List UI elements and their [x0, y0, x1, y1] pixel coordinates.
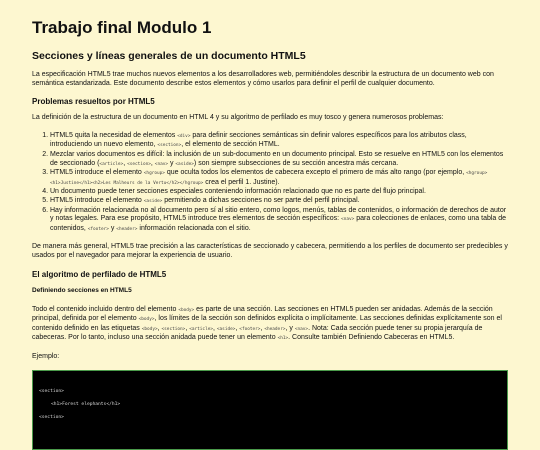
code-inline: <body> [178, 307, 195, 313]
code-inline: <section> [161, 326, 186, 332]
problems-outro: De manera más general, HTML5 trae precisión a las características de seccionado y cabecera, permitiendo a los perfiles de documento ser predecibles y usados por el navegador para mejorar la experiencia de usuario. [32, 243, 508, 259]
problems-intro: La definición de la estructura de un documento en HTML 4 y su algoritmo de perfilado es muy tosco y genera numerosos problemas: [32, 114, 444, 122]
code-inline: <header> [264, 326, 286, 332]
list-item: 2. Mezclar varios documentos es difícil: la inclusión de un sub-documento en un documento principal. Esto se resuelve en HTML5 con los elementos de seccionado (<article>, <section>, <nav> y <aside>) son siempre subsecciones de su sección ancestra más cercana. [50, 151, 508, 169]
code-inline: <h1> [277, 336, 289, 342]
code-line: <h1>Forest elephants</h1> [51, 402, 121, 408]
page-title: Trabajo final Modulo 1 [32, 18, 212, 37]
list-item: 3. HTML5 introduce el elemento <hgroup> que oculta todos los elementos de cabecera excepto el primero de más alto rango (por ejemplo, <hgroup> <h1>Justine</h1><h2>Les Malheurs de la Vertu</h2></hgroup> crea el perfil 1. Justine). [50, 169, 508, 188]
intro-paragraph: La especificación HTML5 trae muchos nuevos elementos a los desarrolladores web, permitiéndoles describir la estructura de un documento web con semántica estandarizada. Este documento describe estos elementos y cómo usarlos para definir el perfil de cualquier documento. [32, 71, 494, 87]
list-item: 6. Hay información relacionada no al documento pero sí al sitio entero, como logos, menús, tablas de contenidos, o información de derechos de autor y notas legales. Para ese propósito, HTML5 introduce tres elementos de sección específicos: <nav> para colecciones de enlaces, como una tabla de contenidos, <footer> y <header> información relacionada con el sitio. [50, 207, 508, 235]
example-label: Ejemplo: [32, 352, 60, 360]
section-heading-problems: Problemas resueltos por HTML5 [32, 97, 155, 107]
code-inline: <section> [127, 161, 151, 167]
sections-paragraph: Todo el contenido incluido dentro del elemento <body> es parte de una sección. Las secciones en HTML5 pueden ser anidadas. Además de la sección principal, definida por el elemento <body>, los límites de la sección son definidos explícita o implícitamente. Las secciones definidas explícitamente son el contenido definido en las etiquetas <body>, <section>, <article>, <aside>, <footer>, <header>, y <nav>. Nota: Cada sección puede tener su propia jerarquía de cabeceras. Por lo tanto, incluso una sección anidada puede tener un elemento <h1>. Consulte también Definiendo Cabeceras en HTML5. [32, 305, 502, 342]
list-item: 4. Un documento puede tener secciones especiales conteniendo información relacionado que no es parte del flujo principal. [50, 188, 508, 197]
code-inline: <footer> [239, 326, 261, 332]
code-inline: <footer> [87, 226, 109, 232]
code-inline: <aside> [216, 326, 236, 332]
code-inline: <article> [99, 161, 124, 167]
code-inline: <header> [116, 226, 138, 232]
code-inline: <div> [177, 133, 191, 139]
code-inline: <aside> [175, 161, 194, 167]
list-item: 5. HTML5 introduce el elemento <aside> permitiendo a dichas secciones no ser parte del perfil principal. [50, 197, 508, 207]
code-inline: <body> [138, 317, 155, 323]
code-inline: <article> [189, 326, 213, 332]
code-inline: <body> [141, 326, 158, 332]
code-inline: <aside> [143, 198, 163, 204]
section-heading-algorithm: El algoritmo de perfilado de HTML5 [32, 269, 167, 279]
code-line: <section> [39, 389, 64, 395]
code-inline: <nav> [154, 161, 169, 167]
code-line: <section> [39, 415, 64, 421]
code-inline: <nav> [341, 217, 355, 223]
code-inline: <section> [157, 143, 182, 149]
list-item: 1. HTML5 quita la necesidad de elementos <div> para definir secciones semánticas sin definir valores específicos para los atributos class, introduciendo un nuevo elemento, <section>, el elemento de sección HTML. [50, 132, 508, 151]
code-inline: <nav> [294, 326, 309, 332]
section-heading-outlines: Secciones y líneas generales de un documento HTML5 [32, 50, 306, 62]
subheading-defining-sections: Definiendo secciones en HTML5 [32, 286, 132, 294]
code-inline: <hgroup> [143, 171, 165, 177]
code-example-block [32, 370, 508, 450]
problems-list [32, 132, 508, 235]
code-inline: <hgroup> <h1>Justine</h1><h2>Les Malheurs de la Vertu</h2></hgroup> [50, 171, 488, 186]
